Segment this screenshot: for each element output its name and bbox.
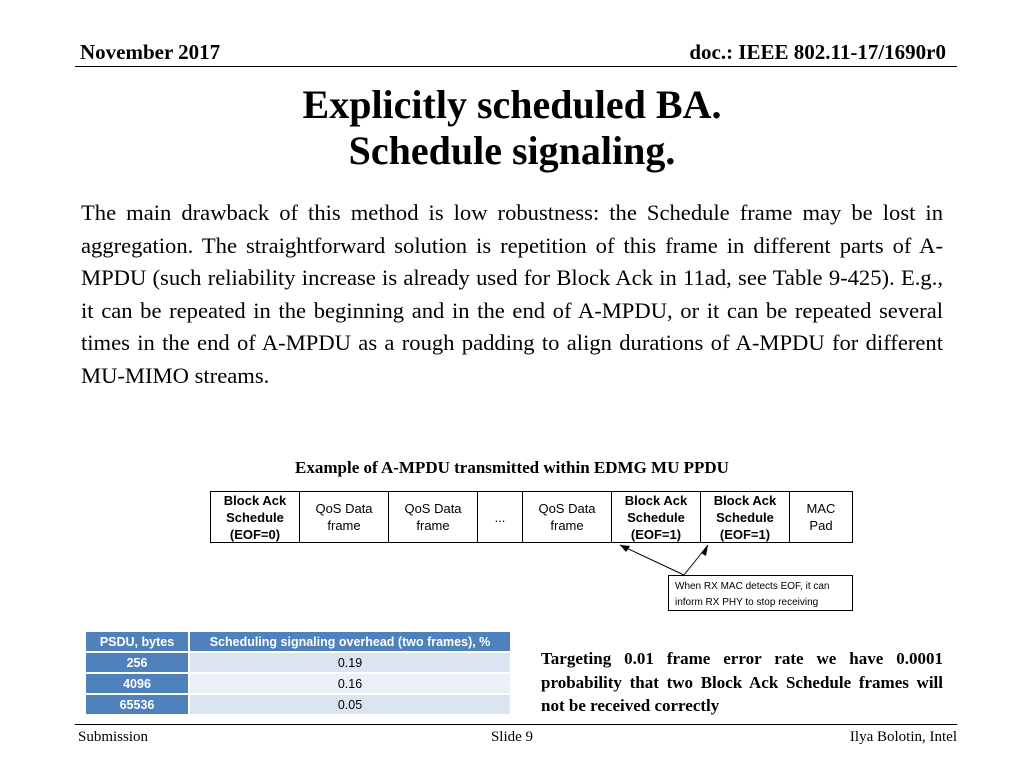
footer-submission: Submission — [78, 729, 149, 745]
frame-cell: QoS Data frame — [523, 492, 612, 542]
eof-callout: When RX MAC detects EOF, it can inform RX PHY to stop receiving — [668, 575, 853, 611]
frame-cell: Block Ack Schedule (EOF=1) — [612, 492, 701, 542]
header-doc-id: doc.: IEEE 802.11-17/1690r0 — [689, 40, 946, 64]
table-header-overhead: Scheduling signaling overhead (two frames), % — [190, 632, 510, 651]
psdu-cell: 65536 — [86, 695, 190, 714]
overhead-cell: 0.05 — [190, 695, 510, 714]
footer-rule — [75, 724, 957, 725]
table-row — [86, 695, 510, 714]
frame-cell: ... — [478, 492, 523, 542]
frame-cell: Block Ack Schedule (EOF=1) — [701, 492, 790, 542]
frame-cell: QoS Data frame — [389, 492, 478, 542]
footer-slide-number: Slide 9 — [490, 729, 534, 745]
footer-author: Ilya Bolotin, Intel — [849, 729, 957, 745]
frame-cell: Block Ack Schedule (EOF=0) — [211, 492, 300, 542]
table-header-psdu: PSDU, bytes — [86, 632, 190, 651]
figure-caption: Example of A-MPDU transmitted within EDMG MU PPDU — [295, 458, 729, 477]
body-paragraph: The main drawback of this method is low robustness: the Schedule frame may be lost in aggregation. The straightforward solution is repetition of this frame in different parts of A-MPDU (such reliability increase is already used for Block Ack in 11ad, see Table 9-425). E.g., it can be repeated in the beginning and in the end of A-MPDU, or it can be repeated several times in the end of A-MPDU as a rough padding to align durations of A-MPDU for different MU-MIMO streams. — [81, 200, 943, 388]
psdu-cell: 256 — [86, 653, 190, 672]
target-error-rate-note: Targeting 0.01 frame error rate we have 0.0001 probability that two Block Ack Schedule frames will not be received correctly — [541, 649, 943, 715]
overhead-table — [86, 630, 510, 716]
overhead-cell: 0.16 — [190, 674, 510, 693]
title-line-1: Explicitly scheduled BA. — [302, 82, 722, 127]
overhead-cell: 0.19 — [190, 653, 510, 672]
header-date: November 2017 — [80, 40, 221, 64]
frame-cell: MAC Pad — [806, 501, 836, 533]
table-row — [86, 674, 510, 693]
frame-cell: QoS Data frame — [300, 492, 389, 542]
psdu-cell: 4096 — [86, 674, 190, 693]
table-row — [86, 653, 510, 672]
title-line-2: Schedule signaling. — [348, 128, 676, 173]
